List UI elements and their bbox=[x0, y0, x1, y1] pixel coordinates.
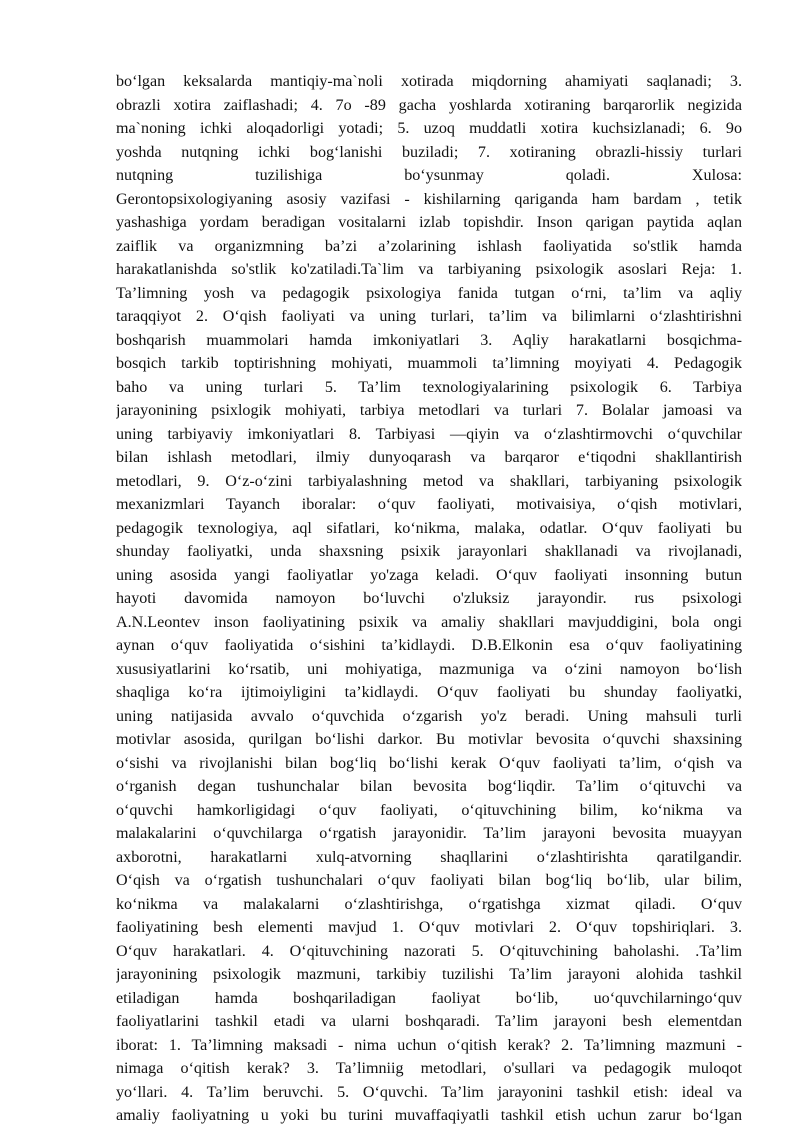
text-line: pedagogik texnologiya, aql sifatlari, ko‘nikma, malaka, odatlar. O‘quv faoliyati bu bbox=[116, 519, 742, 537]
text-line: O‘quv harakatlari. 4. O‘qituvchining nazorati 5. O‘qituvchining baholashi. .Ta’lim bbox=[116, 942, 742, 960]
text-line: bo‘lgan keksalarda mantiqiy-ma`noli xotirada miqdorning ahamiyati saqlanadi; 3. bbox=[116, 73, 742, 90]
text-line: ko‘nikma va malakalarni o‘zlashtirishga, o‘rgatishga xizmat qiladi. O‘quv bbox=[116, 895, 742, 913]
text-line: metodlari, 9. O‘z-o‘zini tarbiyalashning metod va shakllari, tarbiyaning psixologik bbox=[116, 472, 742, 490]
text-line: o‘quvchi hamkorligidagi o‘quv faoliyati, o‘qituvchining bilim, ko‘nikma va bbox=[116, 801, 742, 819]
text-line: faoliyatlarini tashkil etadi va ularni boshqaradi. Ta’lim jarayoni besh elementdan bbox=[116, 1013, 742, 1030]
text-line: taraqqiyot 2. O‘qish faoliyati va uning turlari, ta’lim va bilimlarni o‘zlashtirishni bbox=[116, 308, 742, 325]
text-line: yo‘llari. 4. Ta’lim beruvchi. 5. O‘quvchi. Ta’lim jarayonini tashkil etish: ideal va bbox=[116, 1083, 742, 1101]
text-line: iborat: 1. Ta’limning maksadi - nima uchun o‘qitish kerak? 2. Ta’limning mazmuni - bbox=[116, 1036, 742, 1054]
text-line: uning asosida yangi faoliyatlar yo'zaga keladi. O‘quv faoliyati insonning butun bbox=[116, 566, 742, 584]
text-line: aynan o‘quv faoliyatida o‘sishini ta’kidlaydi. D.B.Elkonin esa o‘quv faoliyatining bbox=[116, 637, 742, 654]
text-line: axborotni, harakatlarni xulq-atvorning shaqllarini o‘zlashtirishta qaratilgandir. bbox=[116, 848, 742, 866]
text-line: jarayonining psixologik mazmuni, tarkibiy tuzilishi Ta’lim jarayoni alohida tashkil bbox=[116, 966, 742, 983]
text-line: boshqarish muammolari hamda imkoniyatlari 3. Aqliy harakatlarni bosqichma- bbox=[116, 331, 742, 349]
text-line: hayoti davomida namoyon bo‘luvchi o'zluksiz jarayondir. rus psixologi bbox=[116, 590, 742, 607]
text-line: uning natijasida avvalo o‘quvchida o‘zgarish yo'z beradi. Uning mahsuli turli bbox=[116, 707, 742, 725]
text-line: ma`noning ichki aloqadorligi yotadi; 5. uzoq muddatli xotira kuchsizlanadi; 6. 9o bbox=[116, 120, 742, 137]
text-line: Gerontopsixologiyaning asosiy vazifasi - kishilarning qariganda ham bardam , tetik bbox=[116, 190, 742, 208]
text-line: uning tarbiyaviy imkoniyatlari 8. Tarbiyasi —qiyin va o‘zlashtirmovchi o‘quvchilar bbox=[116, 425, 742, 443]
text-line: O‘qish va o‘rgatish tushunchalari o‘quv faoliyati bilan bog‘liq bo‘lib, ular bilim, bbox=[116, 872, 742, 889]
text-line: bosqich tarkib toptirishning mohiyati, muammoli ta’limning moyiyati 4. Pedagogik bbox=[116, 355, 742, 372]
text-line: zaiflik va organizmning ba’zi a’zolarining ishlash faoliyatida so'stlik hamda bbox=[116, 237, 742, 255]
text-line: o‘sishi va rivojlanishi bilan bog‘liq bo‘lishi kerak O‘quv faoliyati ta’lim, o‘qish va bbox=[116, 754, 742, 772]
text-line: shunday faoliyatki, unda shaxsning psixik jarayonlari shakllanadi va rivojlanadi, bbox=[116, 543, 742, 560]
document-body bbox=[116, 70, 742, 1128]
text-line: mexanizmlari Tayanch iboralar: o‘quv faoliyati, motivaisiya, o‘qish motivlari, bbox=[116, 496, 742, 513]
text-line: motivlar asosida, qurilgan bo‘lishi darkor. Bu motivlar bevosita o‘quvchi shaxsining bbox=[116, 731, 742, 748]
text-line: xususiyatlarini ko‘rsatib, uni mohiyatiga, mazmuniga va o‘zini namoyon bo‘lish bbox=[116, 660, 742, 678]
text-line: etiladigan hamda boshqariladigan faoliyat bo‘lib, uo‘quvchilarningo‘quv bbox=[116, 989, 742, 1007]
text-line: malakalarini o‘quvchilarga o‘rgatish jarayonidir. Ta’lim jarayoni bevosita muayyan bbox=[116, 825, 742, 842]
text-line: yashashiga yordam beradigan vositalarni izlab topishdir. Inson qarigan paytida aqlan bbox=[116, 214, 742, 231]
text-line: shaqliga ko‘ra ijtimoiyligini ta’kidlaydi. O‘quv faoliyati bu shunday faoliyatki, bbox=[116, 684, 742, 701]
text-line: harakatlanishda so'stlik ko'zatiladi.Ta`lim va tarbiyaning psixologik asoslari Reja: 1. bbox=[116, 261, 742, 278]
text-line: obrazli xotira zaiflashadi; 4. 7o -89 gacha yoshlarda xotiraning barqarorlik negizida bbox=[116, 96, 742, 114]
text-line: nimaga o‘qitish kerak? 3. Ta’limniig metodlari, o'sullari va pedagogik muloqot bbox=[116, 1060, 742, 1077]
text-line: A.N.Leontev inson faoliyatining psixik va amaliy shakllari mavjuddigini, bola ongi bbox=[116, 613, 742, 631]
text-line: yoshda nutqning ichki bog‘lanishi buziladi; 7. xotiraning obrazli-hissiy turlari bbox=[116, 143, 742, 161]
text-line: amaliy faoliyatning u yoki bu turini muvaffaqiyatli tashkil etish uchun zarur bo‘lgan bbox=[116, 1107, 742, 1124]
text-line: Ta’limning yosh va pedagogik psixologiya fanida tutgan o‘rni, ta’lim va aqliy bbox=[116, 284, 742, 302]
text-line: o‘rganish degan tushunchalar bilan bevosita bog‘liqdir. Ta’lim o‘qituvchi va bbox=[116, 778, 742, 795]
text-line: baho va uning turlari 5. Ta’lim texnologiyalarining psixologik 6. Tarbiya bbox=[116, 378, 742, 396]
text-line: nutqning tuzilishiga bo‘ysunmay qoladi. Xulosa: bbox=[116, 167, 742, 184]
text-line: jarayonining psixlogik mohiyati, tarbiya metodlari va turlari 7. Bolalar jamoasi va bbox=[116, 402, 742, 419]
text-line: faoliyatining besh elementi mavjud 1. O‘quv motivlari 2. O‘quv topshiriqlari. 3. bbox=[116, 919, 742, 936]
text-line: bilan ishlash metodlari, ilmiy dunyoqarash va barqaror e‘tiqodni shakllantirish bbox=[116, 449, 742, 466]
